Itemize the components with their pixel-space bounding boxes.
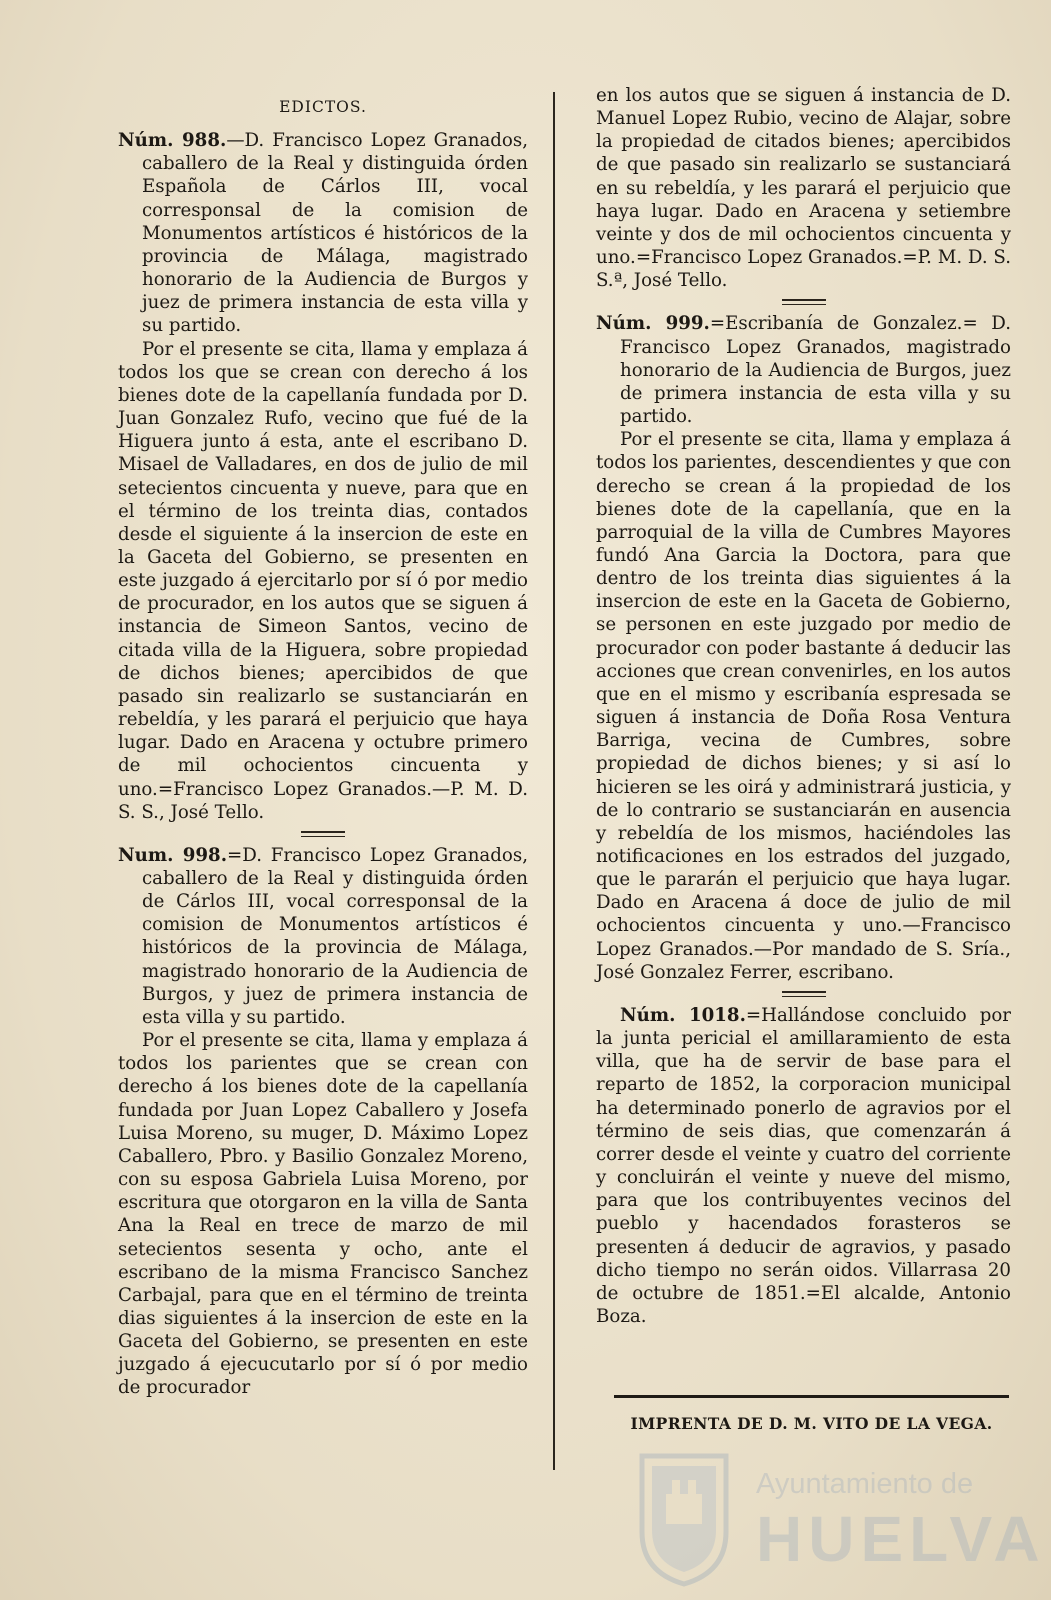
edict-988-intro [118, 129, 528, 337]
edict-988-body: Por el presente se cita, llama y emplaza á todos los que se crean con derecho á los bienes dote de la capellanía fundada por D. Juan Gonzalez Rufo, vecino que fué de la Higuera junto á esta, ante el escribano D. Misael de Valladares, en dos de julio de mil setecientos cincuenta y nueve, para que en el término de los treinta dias, contados desde el siguiente á la insercion de este en la Gaceta del Gobierno, se presenten en este juzgado á ejercitarlo por sí ó por medio de procurador, en los autos que se siguen á instancia de Simeon Santos, vecino de citada villa de la Higuera, sobre propiedad de dichos bienes; apercibidos de que pasado sin realizarlo se sustanciarán en rebeldía, y les parará el perjuicio que haya lugar. Dado en Aracena y octubre primero de mil ochocientos cincuenta y uno.=Francisco Lopez Granados.—P. M. D. S. S., José Tello. [118, 338, 528, 823]
column-divider [553, 92, 555, 1470]
archive-watermark [636, 1450, 1051, 1600]
section-heading: EDICTOS. [279, 98, 367, 116]
edict-998-number: Num. 998. [118, 844, 228, 866]
edict-999-body: Por el presente se cita, llama y emplaza á todos los parientes, descendientes y que con derecho se crean á la propiedad de los bienes dote de la capellanía, que en la parroquial de la villa de Cumbres Mayores fundó Ana Garcia la Doctora, para que dentro de los treinta dias siguientes á la insercion de este en la Gaceta de Gobierno, se personen en este juzgado por medio de procurador con poder bastante á deducir las acciones que crean convenirles, en los autos que en el mismo y escribanía espresada se siguen á instancia de Doña Rosa Ventura Barriga, vecina de Cumbres, sobre propiedad de dichos bienes; y si así lo hicieren se les oirá y administrará justicia, y de lo contrario se sustanciarán en ausencia y rebeldía de los mismos, haciéndoles las notificaciones en los estrados del juzgado, que le pararán el perjuicio que haya lugar. Dado en Aracena á doce de julio de mil ochocientos cincuenta y uno.—Francisco Lopez Granados.—Por mandado de S. Sría., José Gonzalez Ferrer, escribano. [596, 429, 1011, 983]
edict-1018-number: Núm. 1018. [620, 1004, 746, 1026]
watermark-line2: HUELVA [756, 1503, 1046, 1575]
separator-rule [782, 991, 826, 997]
edict-1018 [596, 1004, 1011, 1328]
edict-999-number: Núm. 999. [596, 313, 710, 335]
footer-rule [614, 1395, 1009, 1398]
left-column [118, 92, 528, 1400]
edict-998-body-left: Por el presente se cita, llama y emplaza á todos los parientes que se crean con derecho á los bienes dote de la capellanía fundada por Juan Lopez Caballero y Josefa Luisa Moreno, su muger, D. Máximo Lopez Caballero, Pbro. y Basilio Gonzalez Moreno, con su esposa Gabriela Luisa Moreno, por escritura que otorgaron en la villa de Santa Ana la Real en trece de marzo de mil setecientos sesenta y ocho, ante el escribano de la misma Francisco Sanchez Carbajal, para que en el término de treinta dias siguientes á la insercion de este en la Gaceta del Gobierno, se presenten en este juzgado á ejecucutarlo por sí ó por medio de procurador [118, 1030, 528, 1399]
edict-999-intro [596, 312, 1011, 428]
edict-988-intro-text: —D. Francisco Lopez Granados, caballero de la Real y distinguida órden Española de Cárlos III, vocal corresponsal de la comision de Monumentos artísticos é históricos de la provincia de Málaga, magistrado honorario de la Audiencia de Burgos y juez de primera instancia de esta villa y su partido. [142, 130, 528, 337]
edict-998-intro [118, 844, 528, 1029]
printer-imprint: IMPRENTA DE D. M. VITO DE LA VEGA. [630, 1414, 993, 1433]
right-column [596, 84, 1011, 1328]
edict-998-body-right: en los autos que se siguen á instancia de D. Manuel Lopez Rubio, vecino de Alajar, sobre la propiedad de citados bienes; apercibidos de que pasado sin realizarlo se sustanciará en su rebeldía, y les parará el perjuicio que haya lugar. Dado en Aracena y setiembre veinte y dos de mil ochocientos cincuenta y uno.=Francisco Lopez Granados.=P. M. D. S. S.ª, José Tello. [596, 85, 1011, 292]
edict-1018-body: =Hallándose concluido por la junta pericial el amillaramiento de esta villa, que ha de servir de base para el reparto de 1852, la corporacion municipal ha determinado ponerlo de agravios por el término de seis dias, que comenzarán á correr desde el veinte y cuatro del corriente y concluirán el veinte y nueve del mismo, para que los contribuyentes vecinos del pueblo y hacendados forasteros se presenten á deducir de agravios, y pasado dicho tiempo no serán oidos. Villarrasa 20 de octubre de 1851.=El alcalde, Antonio Boza. [596, 1004, 1011, 1327]
edict-988-number: Núm. 988. [118, 130, 227, 152]
edict-999-intro-text: =Escribanía de Gonzalez.= D. Francisco Lopez Granados, magistrado honorario de la Audiencia de Burgos, juez de primera instancia de esta villa y su partido. [620, 313, 1011, 428]
edict-998-intro-text: =D. Francisco Lopez Granados, caballero de la Real y distinguida órden de Cárlos III, vocal corresponsal de la comision de Monumentos artísticos é históricos de la provincia de Málaga, magistrado honorario de la Audiencia de Burgos, y juez de primera instancia de esta villa y su partido. [142, 844, 528, 1028]
separator-rule [782, 299, 826, 305]
separator-rule [301, 831, 345, 837]
watermark-line1: Ayuntamiento de [756, 1468, 974, 1500]
city-shield-icon [636, 1450, 732, 1588]
